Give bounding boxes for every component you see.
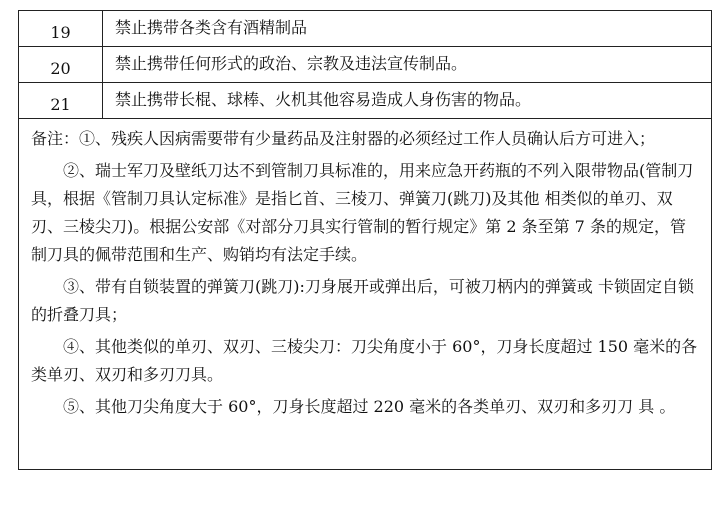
rule-text: 禁止携带各类含有酒精制品	[103, 11, 712, 47]
note-paragraph: ④、其他类似的单刃、双刃、三棱尖刀：刀尖角度小于 60°，刀身长度超过 150 毫米的各类单刃、双刃和多刃刀具。	[31, 337, 698, 384]
table-row	[19, 83, 712, 119]
notes-box	[18, 119, 712, 470]
table-row	[19, 47, 712, 83]
rule-text: 禁止携带长棍、球棒、火机其他容易造成人身伤害的物品。	[103, 83, 712, 119]
rule-number: 21	[19, 83, 103, 119]
document	[18, 10, 712, 470]
note-paragraph: ⑤、其他刀尖角度大于 60°，刀身长度超过 220 毫米的各类单刃、双刃和多刃刀 具 。	[63, 397, 676, 416]
rule-number: 20	[19, 47, 103, 83]
rule-number: 19	[19, 11, 103, 47]
rules-table	[18, 10, 712, 119]
table-row	[19, 11, 712, 47]
note-paragraph: 备注：①、残疾人因病需要带有少量药品及注射器的必须经过工作人员确认后方可进入；	[31, 129, 656, 148]
note-paragraph: ③、带有自锁装置的弹簧刀(跳刀):刀身展开或弹出后，可被刀柄内的弹簧或 卡锁固定自锁的折叠刀具；	[31, 277, 694, 324]
rule-text: 禁止携带任何形式的政治、宗教及违法宣传制品。	[103, 47, 712, 83]
note-paragraph: ②、瑞士军刀及壁纸刀达不到管制刀具标准的，用来应急开药瓶的不列入限带物品(管制刀具，根据《管制刀具认定标准》是指匕首、三棱刀、弹簧刀(跳刀)及其他 相类似的单刃、双刃、三棱尖刀)。根据公安部《对部分刀具实行管制的暂行规定》第 2 条至第 7 条的规定，管制刀具的佩带范围和生产、购销均有法定手续。	[31, 161, 694, 264]
